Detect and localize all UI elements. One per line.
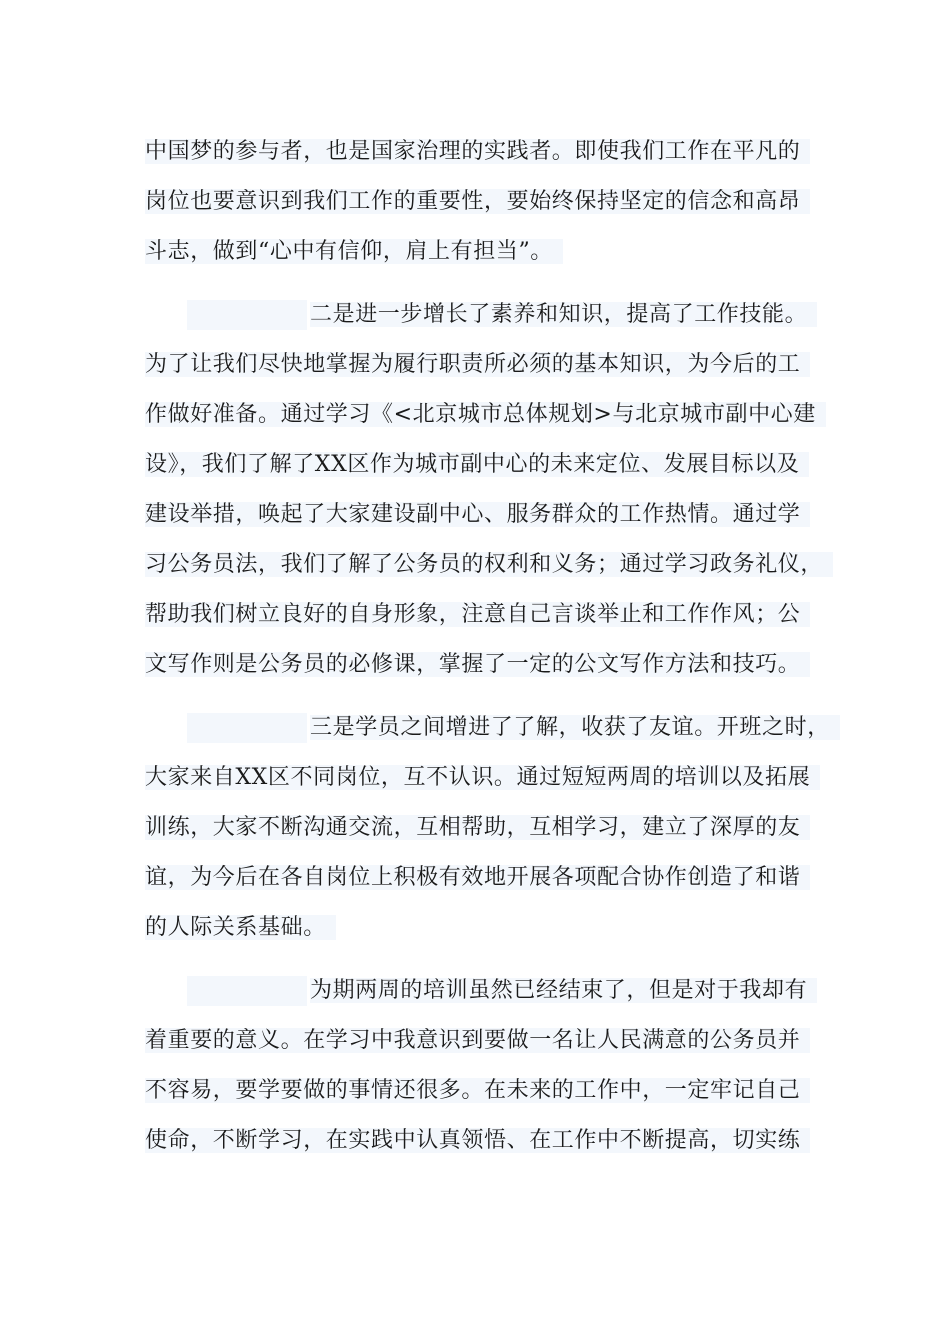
indent-highlight <box>187 300 307 330</box>
indent-highlight <box>187 976 307 1006</box>
paragraph-1-line-3 <box>145 235 563 269</box>
paragraph-3-line-4 <box>145 861 810 895</box>
paragraph-1-line-1 <box>145 135 810 169</box>
paragraph-2-line-2 <box>145 348 810 382</box>
paragraph-3-line-3 <box>145 811 810 845</box>
paragraph-4-line-3 <box>145 1074 810 1108</box>
text-run: 的人际关系基础。 <box>145 915 336 940</box>
text-run: 文写作则是公务员的必修课，掌握了一定的公文写作方法和技巧。 <box>145 652 810 677</box>
paragraph-1-line-2 <box>145 185 810 219</box>
paragraph-3-line-2 <box>145 761 820 795</box>
text-run: 中国梦的参与者，也是国家治理的实践者。即使我们工作在平凡的 <box>145 139 810 164</box>
paragraph-2-line-5 <box>145 498 810 532</box>
text-run: 使命，不断学习，在实践中认真领悟、在工作中不断提高，切实练 <box>145 1128 810 1153</box>
text-run: 习公务员法，我们了解了公务员的权利和义务；通过学习政务礼仪， <box>145 552 833 577</box>
paragraph-3-line-5 <box>145 911 336 945</box>
paragraph-2-line-4 <box>145 448 809 482</box>
text-run: 为了让我们尽快地掌握为履行职责所必须的基本知识，为今后的工 <box>145 352 810 377</box>
indent-highlight <box>187 713 307 743</box>
paragraph-2-line-6 <box>145 548 833 582</box>
text-run: 不容易，要学要做的事情还很多。在未来的工作中，一定牢记自己 <box>145 1078 810 1103</box>
text-run: 训练，大家不断沟通交流，互相帮助，互相学习，建立了深厚的友 <box>145 815 810 840</box>
paragraph-2-line-1 <box>310 298 817 332</box>
text-run: 大家来自XX区不同岗位，互不认识。通过短短两周的培训以及拓展 <box>145 765 820 790</box>
paragraph-2-line-3 <box>145 398 826 432</box>
text-run: 设》，我们了解了XX区作为城市副中心的未来定位、发展目标以及 <box>145 452 809 477</box>
text-run: 帮助我们树立良好的自身形象，注意自己言谈举止和工作作风；公 <box>145 602 810 627</box>
paragraph-4-line-2 <box>145 1024 810 1058</box>
text-run: 三是学员之间增进了了解，收获了友谊。开班之时， <box>310 715 840 740</box>
paragraph-2-line-7 <box>145 598 810 632</box>
text-run: 为期两周的培训虽然已经结束了，但是对于我却有 <box>310 978 817 1003</box>
text-run: 谊，为今后在各自岗位上积极有效地开展各项配合协作创造了和谐 <box>145 865 810 890</box>
text-run: 建设举措，唤起了大家建设副中心、服务群众的工作热情。通过学 <box>145 502 810 527</box>
text-run: 岗位也要意识到我们工作的重要性，要始终保持坚定的信念和高昂 <box>145 189 810 214</box>
text-run: 斗志，做到“心中有信仰，肩上有担当”。 <box>145 239 563 264</box>
text-run: 作做好准备。通过学习《<北京城市总体规划>与北京城市副中心建 <box>145 402 826 427</box>
paragraph-3-line-1 <box>310 711 840 745</box>
text-run: 二是进一步增长了素养和知识，提高了工作技能。 <box>310 302 817 327</box>
paragraph-2-line-8 <box>145 648 810 682</box>
text-run: 着重要的意义。在学习中我意识到要做一名让人民满意的公务员并 <box>145 1028 810 1053</box>
paragraph-4-line-1 <box>310 974 817 1008</box>
paragraph-4-line-4 <box>145 1124 810 1158</box>
